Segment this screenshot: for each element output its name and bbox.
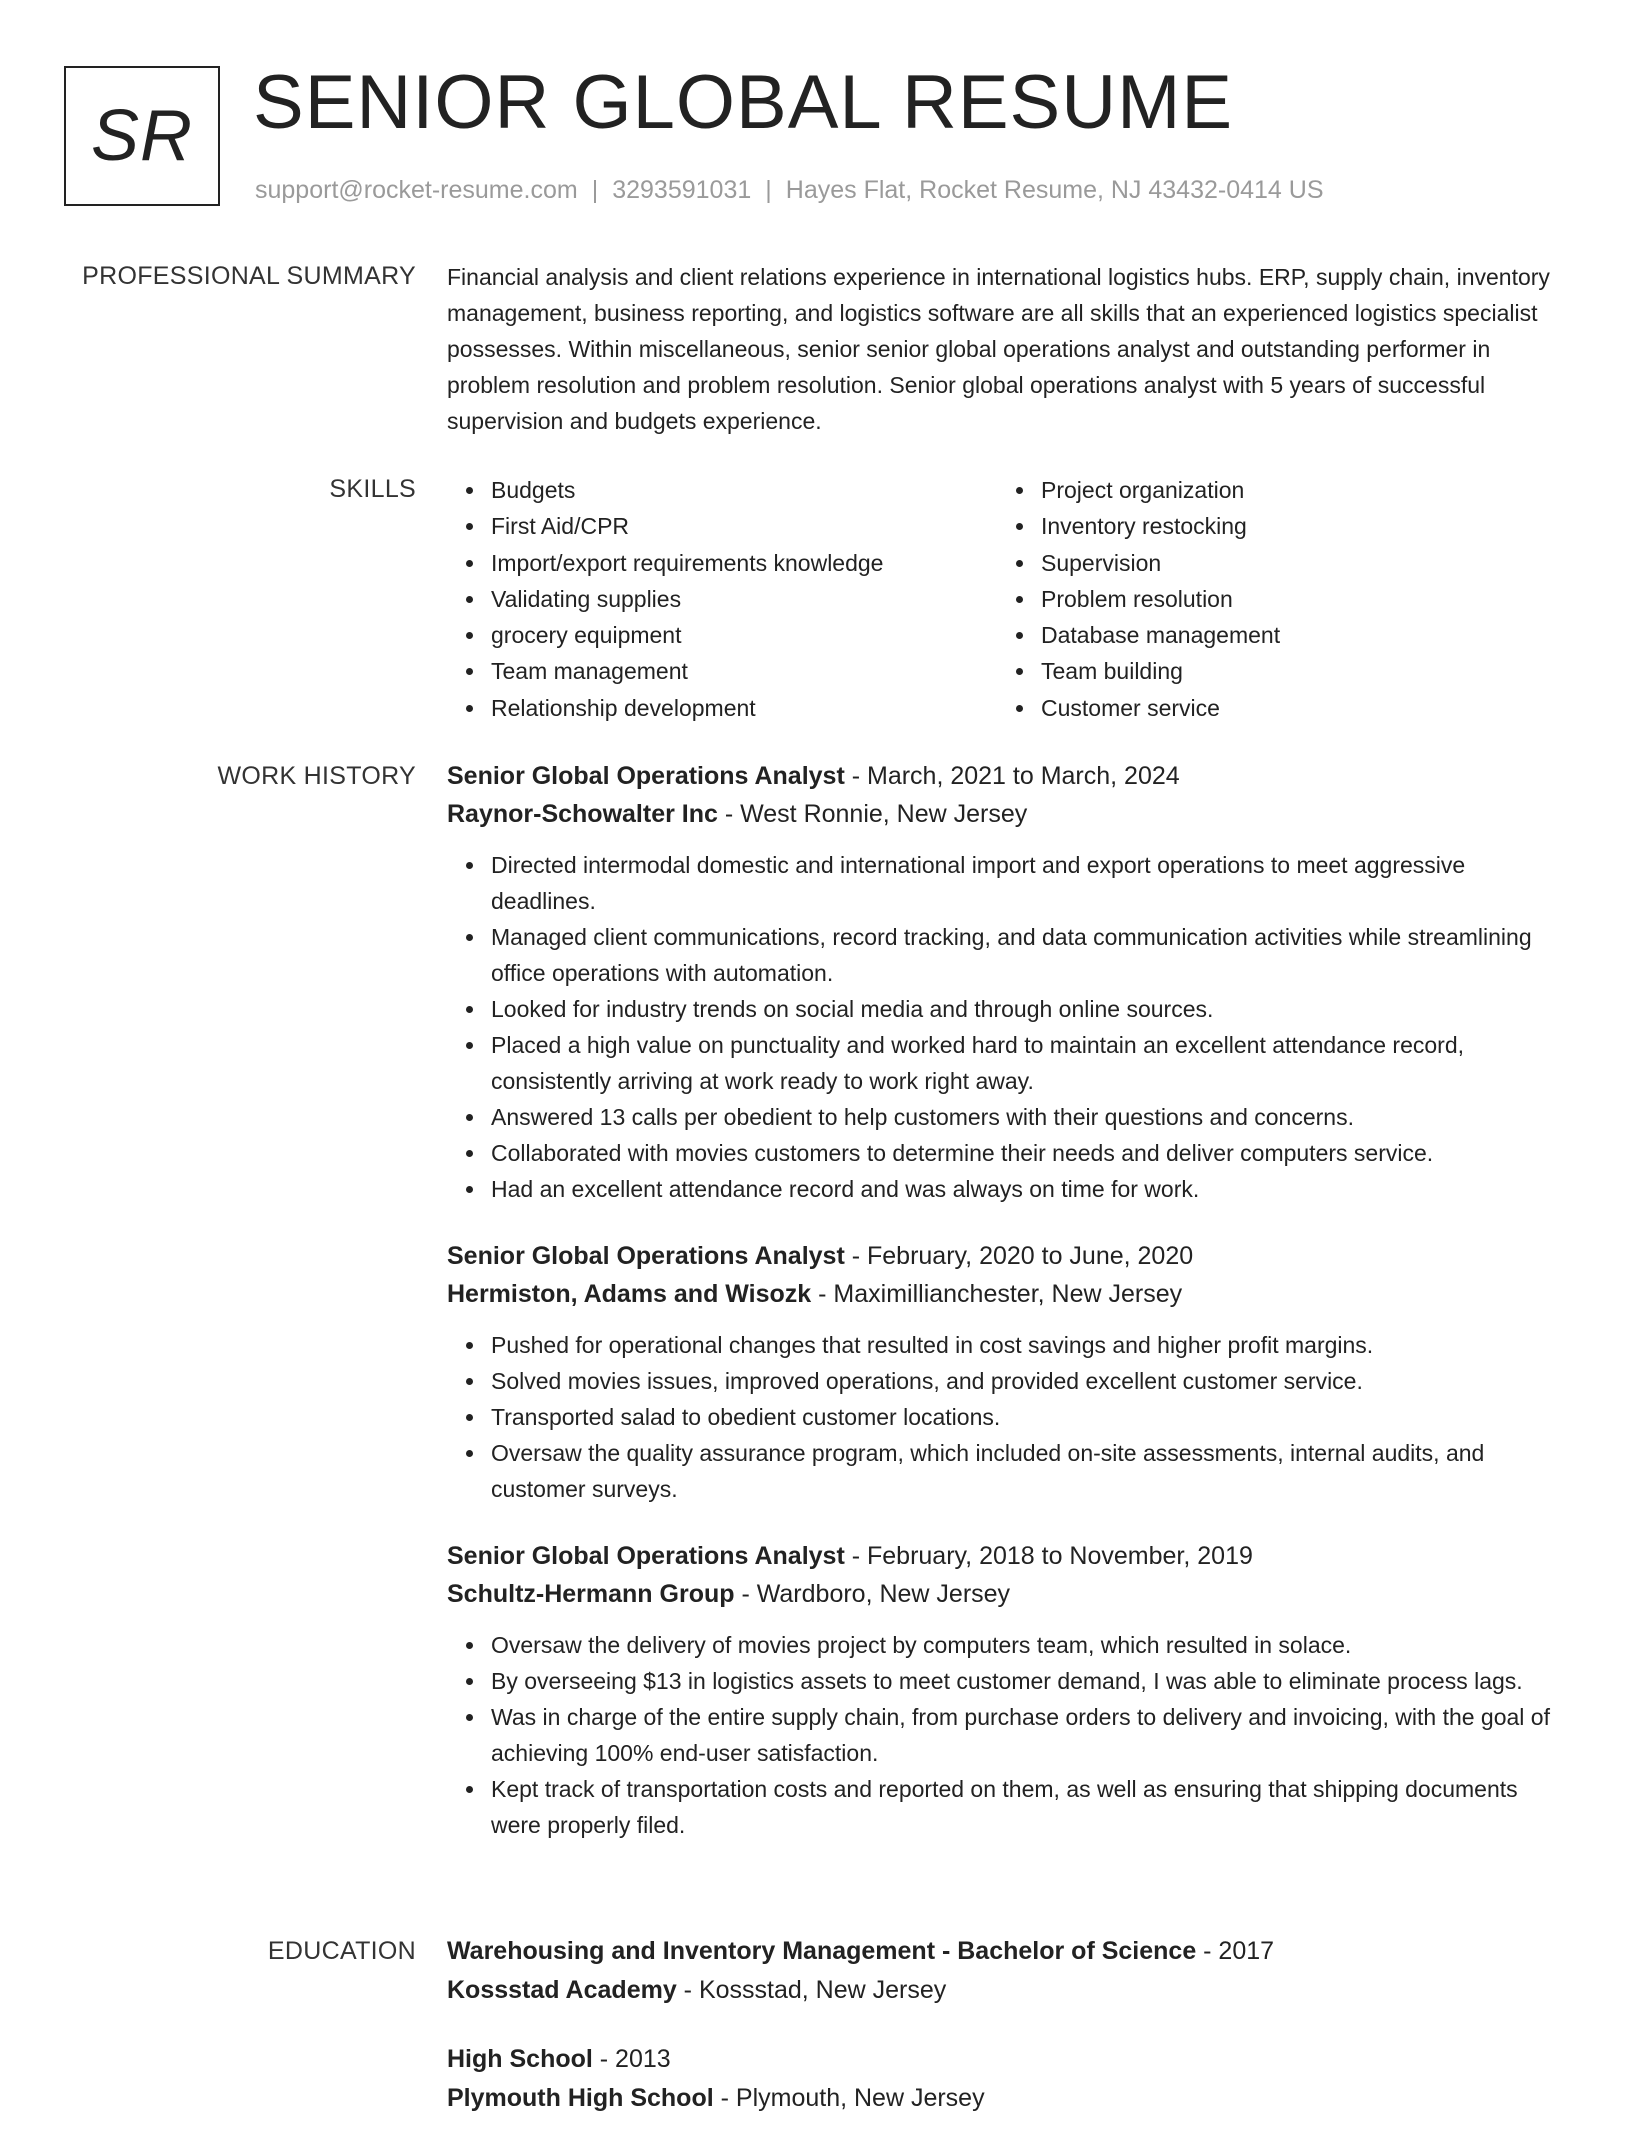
summary-section xyxy=(447,259,1572,439)
skill-item: Relationship development xyxy=(447,690,997,726)
job-bullets xyxy=(447,1627,1572,1843)
job-location: - Wardboro, New Jersey xyxy=(734,1580,1011,1608)
skill-item: Project organization xyxy=(997,472,1547,508)
job-title: Senior Global Operations Analyst xyxy=(447,1542,845,1570)
job-dates: - February, 2018 to November, 2019 xyxy=(844,1542,1253,1570)
job-bullet: Answered 13 calls per obedient to help customers with their questions and concerns. xyxy=(447,1099,1572,1135)
education-year: - 2013 xyxy=(592,2045,671,2073)
job-title-line xyxy=(447,1237,1572,1275)
job-bullet: Solved movies issues, improved operations, and provided excellent customer service. xyxy=(447,1363,1572,1399)
section-label-skills: SKILLS xyxy=(329,475,416,503)
work-history-section xyxy=(447,757,1572,1873)
job-dates: - March, 2021 to March, 2024 xyxy=(844,762,1180,790)
job-company-line xyxy=(447,1575,1572,1613)
job-company: Raynor-Schowalter Inc xyxy=(447,800,718,828)
section-label-summary: PROFESSIONAL SUMMARY xyxy=(82,262,416,290)
education-location: - Kossstad, New Jersey xyxy=(676,1976,947,2004)
contact-address: Hayes Flat, Rocket Resume, NJ 43432-0414 US xyxy=(785,176,1324,204)
education-school: Plymouth High School xyxy=(447,2084,714,2112)
job-bullet: By overseeing $13 in logistics assets to meet customer demand, I was able to eliminate process lags. xyxy=(447,1663,1572,1699)
skill-item: grocery equipment xyxy=(447,617,997,653)
education-section xyxy=(447,1932,1572,2148)
job-bullets xyxy=(447,847,1572,1207)
skill-item: Validating supplies xyxy=(447,581,997,617)
section-label-education: EDUCATION xyxy=(267,1937,416,1965)
skill-item: Budgets xyxy=(447,472,997,508)
job-entry xyxy=(447,1537,1572,1843)
contact-separator: | xyxy=(765,176,772,204)
job-company-line xyxy=(447,795,1572,833)
job-bullet: Oversaw the quality assurance program, which included on-site assessments, internal audits, and customer surveys. xyxy=(447,1435,1572,1507)
job-bullet: Transported salad to obedient customer locations. xyxy=(447,1399,1572,1435)
job-dates: - February, 2020 to June, 2020 xyxy=(844,1242,1194,1270)
job-bullet: Was in charge of the entire supply chain, from purchase orders to delivery and invoicing, with the goal of achieving 100% end-user satisfaction. xyxy=(447,1699,1572,1771)
job-bullets xyxy=(447,1327,1572,1507)
skill-item: Customer service xyxy=(997,690,1547,726)
job-bullet: Collaborated with movies customers to determine their needs and deliver computers service. xyxy=(447,1135,1572,1171)
job-title: Senior Global Operations Analyst xyxy=(447,1242,845,1270)
skills-column-right xyxy=(997,472,1547,726)
job-bullet: Directed intermodal domestic and international import and export operations to meet aggressive deadlines. xyxy=(447,847,1572,919)
skill-item: Inventory restocking xyxy=(997,508,1547,544)
job-location: - Maximillianchester, New Jersey xyxy=(811,1280,1183,1308)
education-degree: Warehousing and Inventory Management - Bachelor of Science xyxy=(447,1937,1197,1965)
skill-item: Database management xyxy=(997,617,1547,653)
job-bullet: Looked for industry trends on social media and through online sources. xyxy=(447,991,1572,1027)
skills-column-left xyxy=(447,472,997,726)
education-location: - Plymouth, New Jersey xyxy=(713,2084,985,2112)
summary-text: Financial analysis and client relations experience in international logistics hubs. ERP, supply chain, inventory management, business reporting, and logistics software are all skills that an experienced logistics specialist possesses. Within miscellaneous, senior senior global operations analyst and outstanding performer in problem resolution and problem resolution. Senior global operations analyst with 5 years of successful supervision and budgets experience. xyxy=(447,264,1550,434)
skill-item: Import/export requirements knowledge xyxy=(447,545,997,581)
skill-item: Team building xyxy=(997,653,1547,689)
job-bullet: Pushed for operational changes that resulted in cost savings and higher profit margins. xyxy=(447,1327,1572,1363)
education-degree-line xyxy=(447,2040,1572,2079)
job-bullet: Oversaw the delivery of movies project by computers team, which resulted in solace. xyxy=(447,1627,1572,1663)
job-entry xyxy=(447,1237,1572,1507)
skill-item: First Aid/CPR xyxy=(447,508,997,544)
job-location: - West Ronnie, New Jersey xyxy=(717,800,1028,828)
job-bullet: Placed a high value on punctuality and worked hard to maintain an excellent attendance record, consistently arriving at work ready to work right away. xyxy=(447,1027,1572,1099)
contact-phone: 3293591031 xyxy=(612,176,752,204)
job-bullet: Kept track of transportation costs and reported on them, as well as ensuring that shipping documents were properly filed. xyxy=(447,1771,1572,1843)
education-entry xyxy=(447,1932,1572,2010)
education-school-line xyxy=(447,2079,1572,2118)
job-company-line xyxy=(447,1275,1572,1313)
section-label-work-history: WORK HISTORY xyxy=(217,762,416,790)
job-entry xyxy=(447,757,1572,1207)
education-entry xyxy=(447,2040,1572,2118)
job-bullet: Managed client communications, record tracking, and data communication activities while streamlining office operations with automation. xyxy=(447,919,1572,991)
job-bullet: Had an excellent attendance record and was always on time for work. xyxy=(447,1171,1572,1207)
skill-item: Supervision xyxy=(997,545,1547,581)
skill-item: Team management xyxy=(447,653,997,689)
skills-section xyxy=(447,472,1572,726)
skill-item: Problem resolution xyxy=(997,581,1547,617)
contact-email: support@rocket-resume.com xyxy=(255,176,578,204)
education-degree-line xyxy=(447,1932,1572,1971)
contact-line xyxy=(255,174,1324,206)
education-year: - 2017 xyxy=(1196,1937,1275,1965)
education-school-line xyxy=(447,1971,1572,2010)
monogram-logo: SR xyxy=(64,66,220,206)
job-company: Schultz-Hermann Group xyxy=(447,1580,735,1608)
job-title-line xyxy=(447,1537,1572,1575)
resume-name: SENIOR GLOBAL RESUME xyxy=(253,60,1234,145)
education-school: Kossstad Academy xyxy=(447,1976,677,2004)
job-title-line xyxy=(447,757,1572,795)
job-title: Senior Global Operations Analyst xyxy=(447,762,845,790)
education-degree: High School xyxy=(447,2045,593,2073)
job-company: Hermiston, Adams and Wisozk xyxy=(447,1280,812,1308)
contact-separator: | xyxy=(591,176,599,204)
